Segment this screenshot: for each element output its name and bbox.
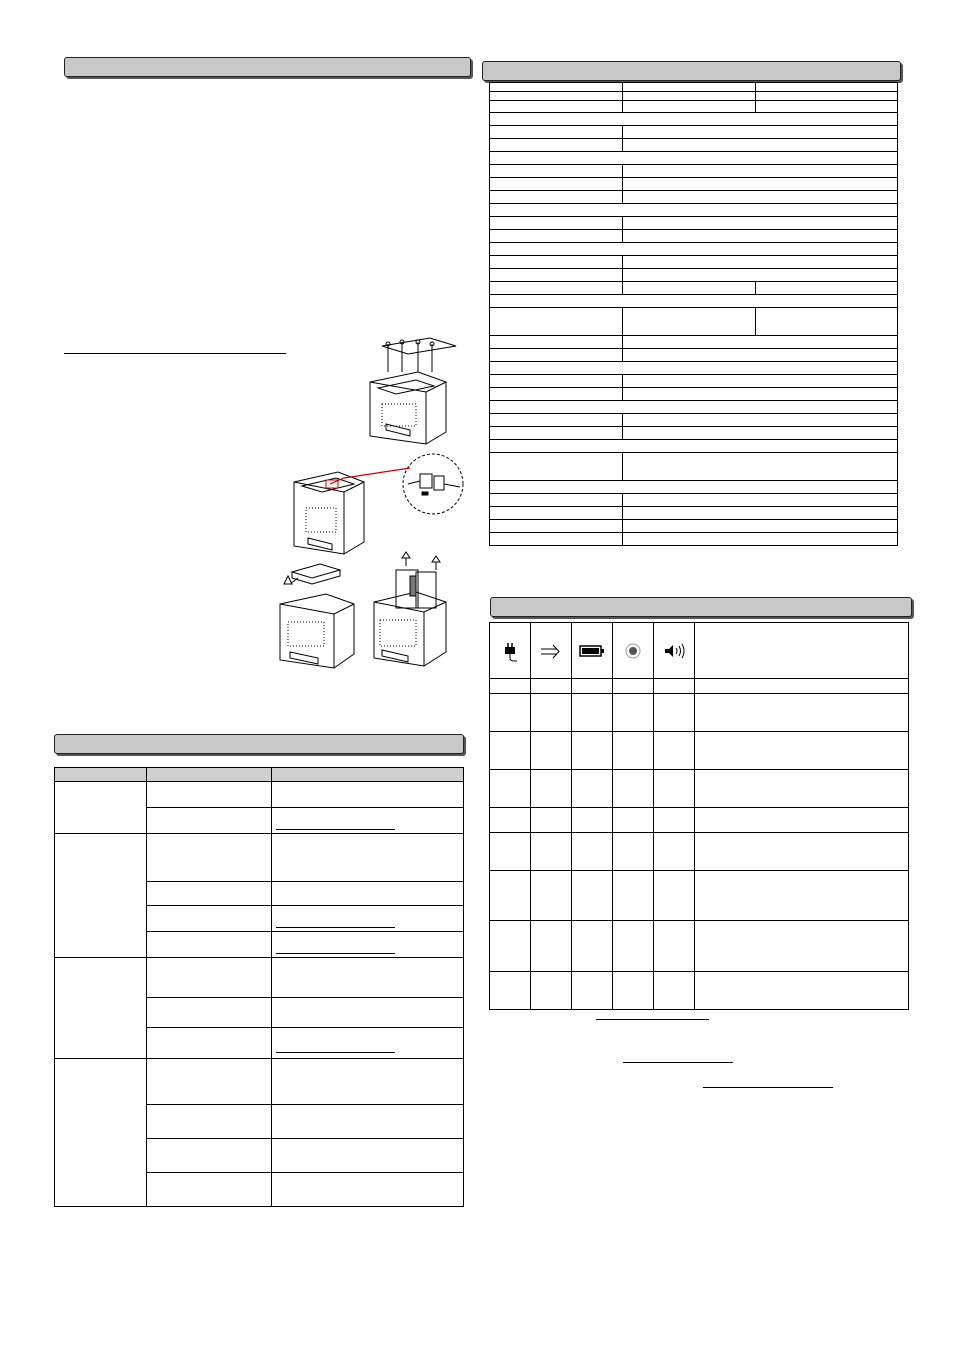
indicator-header-cell <box>572 623 613 679</box>
indicator-state-cell <box>490 770 531 808</box>
spec-label-cell <box>490 375 623 388</box>
indicator-state-cell <box>613 972 654 1010</box>
indicator-state-cell <box>572 871 613 921</box>
indicator-state-cell <box>613 732 654 770</box>
solution-cell <box>272 1139 464 1173</box>
cause-cell <box>147 1173 272 1207</box>
spec-value-cell <box>623 507 898 520</box>
solution-underline <box>276 953 395 954</box>
solution-cell <box>272 1105 464 1139</box>
indicator-state-cell <box>490 679 531 694</box>
cause-cell <box>147 906 272 932</box>
indicator-state-cell <box>490 921 531 972</box>
cause-cell <box>147 1059 272 1105</box>
spec-label-cell <box>490 256 623 269</box>
indicator-section-header <box>490 597 912 617</box>
spec-group-cell <box>490 362 898 375</box>
indicator-state-cell <box>572 694 613 732</box>
indicator-description-cell <box>695 732 909 770</box>
specifications-table <box>489 82 898 546</box>
indicator-state-cell <box>572 921 613 972</box>
spec-value-cell <box>623 92 756 101</box>
indicator-state-cell <box>531 808 572 833</box>
indicator-table <box>489 622 909 1010</box>
spec-group-cell <box>490 401 898 414</box>
spec-value-cell <box>623 178 898 191</box>
indicator-state-cell <box>490 972 531 1010</box>
indicator-state-cell <box>531 921 572 972</box>
indicator-state-cell <box>654 972 695 1010</box>
spec-label-cell <box>490 308 623 336</box>
spec-value-cell <box>623 494 898 507</box>
spec-value-cell <box>623 414 898 427</box>
indicator-state-cell <box>654 770 695 808</box>
indicator-state-cell <box>572 833 613 871</box>
solution-cell <box>272 958 464 998</box>
battery-lid-figure <box>360 332 460 450</box>
spec-value-cell <box>623 256 898 269</box>
battery-icon <box>579 644 605 658</box>
spec-label-cell <box>490 494 623 507</box>
spec-value-cell <box>756 92 898 101</box>
spec-value-cell <box>623 282 756 295</box>
indicator-state-cell <box>531 833 572 871</box>
indicator-description-cell <box>695 972 909 1010</box>
indicator-description-cell <box>695 833 909 871</box>
spec-group-cell <box>490 440 898 453</box>
solution-cell <box>272 1173 464 1207</box>
indicator-state-cell <box>613 871 654 921</box>
indicator-state-cell <box>654 833 695 871</box>
cause-cell <box>147 808 272 834</box>
spec-value-cell <box>623 230 898 243</box>
indicator-state-cell <box>531 972 572 1010</box>
spec-value-cell <box>756 282 898 295</box>
spec-value-cell <box>623 533 898 546</box>
indicator-state-cell <box>572 770 613 808</box>
indicator-state-cell <box>654 679 695 694</box>
bypass-arrow-icon <box>539 643 563 659</box>
spec-value-cell <box>623 269 898 282</box>
spec-value-cell <box>756 83 898 92</box>
indicator-state-cell <box>490 833 531 871</box>
spec-label-cell <box>490 269 623 282</box>
table-header-cell <box>272 768 464 782</box>
indicator-state-cell <box>613 679 654 694</box>
specifications-section-header <box>482 61 901 81</box>
indicator-state-cell <box>654 871 695 921</box>
indicator-state-cell <box>531 770 572 808</box>
spec-value-cell <box>756 101 898 113</box>
indicator-state-cell <box>572 972 613 1010</box>
indicator-description-header <box>695 623 909 679</box>
spec-value-cell <box>623 427 898 440</box>
indicator-state-cell <box>490 694 531 732</box>
spec-value-cell <box>623 126 898 139</box>
spec-value-cell <box>623 165 898 178</box>
indicator-description-cell <box>695 679 909 694</box>
spec-label-cell <box>490 126 623 139</box>
indicator-description-cell <box>695 871 909 921</box>
spec-value-cell <box>623 308 756 336</box>
indicator-state-cell <box>613 808 654 833</box>
indicator-state-cell <box>531 679 572 694</box>
table-header-cell <box>147 768 272 782</box>
spec-value-cell <box>623 139 898 152</box>
solution-cell <box>272 1028 464 1059</box>
spec-label-cell <box>490 336 623 349</box>
cause-cell <box>147 932 272 958</box>
indicator-state-cell <box>572 732 613 770</box>
solution-underline <box>276 1052 395 1053</box>
solution-cell <box>272 882 464 906</box>
spec-value-cell <box>623 101 756 113</box>
fault-dot-icon <box>624 642 642 660</box>
spec-label-cell <box>490 414 623 427</box>
indicator-state-cell <box>490 871 531 921</box>
spec-group-cell <box>490 113 898 126</box>
indicator-header-cell <box>613 623 654 679</box>
problem-cell <box>55 1059 147 1207</box>
indicator-description-cell <box>695 770 909 808</box>
spec-label-cell <box>490 349 623 362</box>
troubleshooting-table <box>54 767 464 1207</box>
spec-value-cell <box>756 308 898 336</box>
spec-value-cell <box>623 520 898 533</box>
indicator-state-cell <box>613 694 654 732</box>
spec-group-cell <box>490 204 898 217</box>
spec-group-cell <box>490 295 898 308</box>
cause-cell <box>147 882 272 906</box>
alarm-sound-icon <box>663 642 685 660</box>
solution-cell <box>272 1059 464 1105</box>
cause-cell <box>147 998 272 1028</box>
indicator-state-cell <box>572 679 613 694</box>
indicator-state-cell <box>654 732 695 770</box>
spec-value-cell <box>623 375 898 388</box>
spec-value-cell <box>623 349 898 362</box>
spec-label-cell <box>490 217 623 230</box>
spec-label-cell <box>490 427 623 440</box>
solution-cell <box>272 782 464 808</box>
cause-cell <box>147 782 272 808</box>
indicator-state-cell <box>572 808 613 833</box>
cause-cell <box>147 1105 272 1139</box>
spec-value-cell <box>623 336 898 349</box>
indicator-state-cell <box>613 770 654 808</box>
solution-underline <box>276 927 395 928</box>
indicator-state-cell <box>490 808 531 833</box>
battery-removal-figure <box>276 548 462 672</box>
cause-cell <box>147 834 272 882</box>
installation-section-header <box>64 57 471 77</box>
indicator-state-cell <box>531 871 572 921</box>
problem-cell <box>55 782 147 834</box>
cause-cell <box>147 1139 272 1173</box>
spec-group-cell <box>490 481 898 494</box>
spec-label-cell <box>490 507 623 520</box>
note-underline <box>596 1019 709 1020</box>
spec-group-cell <box>490 152 898 165</box>
spec-label-cell <box>490 520 623 533</box>
spec-label-cell <box>490 178 623 191</box>
indicator-header-cell <box>490 623 531 679</box>
indicator-description-cell <box>695 921 909 972</box>
spec-label-cell <box>490 533 623 546</box>
solution-cell <box>272 834 464 882</box>
spec-label-cell <box>490 388 623 401</box>
spec-label-cell <box>490 230 623 243</box>
spec-label-cell <box>490 92 623 101</box>
indicator-state-cell <box>531 732 572 770</box>
power-plug-icon <box>501 639 519 663</box>
problem-cell <box>55 834 147 958</box>
spec-value-cell <box>623 217 898 230</box>
indicator-description-cell <box>695 694 909 732</box>
solution-underline <box>276 829 395 830</box>
indicator-state-cell <box>654 921 695 972</box>
note-underline <box>623 1062 733 1063</box>
problem-cell <box>55 958 147 1059</box>
spec-value-cell <box>623 388 898 401</box>
indicator-state-cell <box>490 732 531 770</box>
note-underline <box>703 1087 833 1088</box>
cause-cell <box>147 1028 272 1059</box>
spec-label-cell <box>490 165 623 178</box>
spec-label-cell <box>490 191 623 204</box>
indicator-state-cell <box>613 921 654 972</box>
indicator-state-cell <box>613 833 654 871</box>
spec-group-cell <box>490 243 898 256</box>
spec-label-cell <box>490 282 623 295</box>
indicator-header-cell <box>654 623 695 679</box>
indicator-state-cell <box>654 694 695 732</box>
spec-label-cell <box>490 453 623 481</box>
table-header-cell <box>55 768 147 782</box>
spec-label-cell <box>490 101 623 113</box>
indicator-header-cell <box>531 623 572 679</box>
battery-connector-figure <box>288 454 468 558</box>
troubleshooting-section-header <box>54 734 464 754</box>
spec-value-cell <box>623 83 756 92</box>
spec-value-cell <box>623 191 898 204</box>
section-underline <box>64 353 286 354</box>
spec-label-cell <box>490 83 623 92</box>
indicator-state-cell <box>654 808 695 833</box>
spec-label-cell <box>490 139 623 152</box>
indicator-state-cell <box>531 694 572 732</box>
indicator-description-cell <box>695 808 909 833</box>
cause-cell <box>147 958 272 998</box>
solution-cell <box>272 998 464 1028</box>
spec-value-cell <box>623 453 898 481</box>
